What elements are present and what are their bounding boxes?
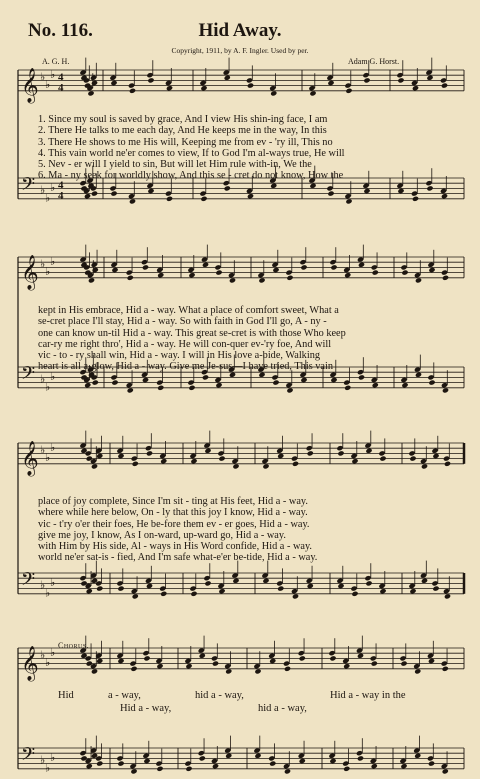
note-head <box>351 591 358 597</box>
flat-sign-icon: ♭ <box>40 648 46 662</box>
note-head <box>147 188 154 194</box>
chorus-lyric-lower: Hid a - way, <box>120 703 172 714</box>
flat-sign-icon: ♭ <box>50 645 56 659</box>
note-head <box>286 387 293 393</box>
lyricist-credit: A. G. H. <box>42 57 70 66</box>
note-head <box>428 658 435 664</box>
note-head <box>284 768 291 774</box>
note-head <box>400 661 407 667</box>
treble-clef-icon: 𝄞 <box>21 440 39 476</box>
note-head <box>300 264 307 270</box>
note-head <box>428 267 435 273</box>
lyric-line: vic - t'ry o'er their foes, He be-fore them ev - er goes, Hid a - way. <box>38 518 310 530</box>
note-head <box>190 458 197 464</box>
note-head <box>225 753 232 759</box>
note-head <box>88 277 95 283</box>
note-head <box>92 380 99 386</box>
note-head <box>345 198 352 204</box>
chorus-label: Chorus. <box>58 641 90 650</box>
note-head <box>441 83 448 89</box>
note-head <box>111 380 118 386</box>
note-head <box>343 766 350 772</box>
note-head <box>117 586 124 592</box>
note-head <box>357 653 364 659</box>
note-head <box>204 580 211 586</box>
note-head <box>292 593 299 599</box>
note-head <box>372 270 379 276</box>
bass-clef-icon: 𝄢 <box>21 174 36 200</box>
treble-clef-icon: 𝄞 <box>21 254 39 290</box>
note-head <box>127 275 134 281</box>
chorus-lyric-lower: hid a - way, <box>258 703 307 714</box>
note-head <box>117 453 124 459</box>
composer-credit: Adam G. Horst. <box>348 57 400 66</box>
note-head <box>414 753 421 759</box>
note-head <box>96 658 103 664</box>
flat-sign-icon: ♭ <box>40 70 46 84</box>
note-head <box>188 385 195 391</box>
note-head <box>432 453 439 459</box>
note-head <box>421 463 428 469</box>
note-head <box>91 80 98 86</box>
note-head <box>111 267 118 273</box>
note-head <box>269 761 276 767</box>
note-head <box>344 385 351 391</box>
note-head <box>224 75 231 81</box>
note-head <box>156 766 163 772</box>
note-head <box>157 272 164 278</box>
verse-lyrics-system-3 <box>38 496 468 564</box>
lyric-line: place of joy complete, Since I'm sit - ting at His feet, Hid a - way. <box>38 496 308 507</box>
note-head <box>143 758 150 764</box>
note-head <box>379 588 386 594</box>
note-head <box>277 586 284 592</box>
flat-sign-icon: ♭ <box>50 370 56 383</box>
note-head <box>127 387 134 393</box>
note-head <box>351 458 358 464</box>
note-head <box>96 761 103 767</box>
treble-clef-icon: 𝄞 <box>21 645 39 681</box>
note-head <box>401 270 408 276</box>
note-head <box>432 586 439 592</box>
note-head <box>330 377 337 383</box>
note-head <box>409 588 416 594</box>
hymn-title: Hid Away. <box>198 20 282 41</box>
note-head <box>343 663 350 669</box>
note-head <box>160 458 167 464</box>
note-head <box>329 655 336 661</box>
verse-lyrics-system-1 <box>38 114 468 182</box>
lyric-line: 4. This vain world ne'er comes to view, If to God I'm al-ways true, He will <box>38 147 345 159</box>
lyric-line: 5. Nev - er will I yield to sin, But will let Him rule with-in, We the <box>38 159 312 171</box>
note-head <box>272 267 279 273</box>
note-head <box>277 453 284 459</box>
flat-sign-icon: ♭ <box>50 254 56 268</box>
note-head <box>262 463 269 469</box>
note-head <box>426 75 433 81</box>
bass-clef-icon: 𝄢 <box>21 363 36 389</box>
note-head <box>156 663 163 669</box>
note-head <box>147 77 154 83</box>
note-head <box>224 185 231 191</box>
note-head <box>91 463 98 469</box>
note-head <box>96 586 103 592</box>
treble-clef-icon: 𝄞 <box>21 67 39 103</box>
note-head <box>400 763 407 769</box>
lyric-line: 2. There He talks to me each day, And He keeps me in the way, In this <box>38 125 327 137</box>
lyric-line: where while here below, On - ly that this joy I know, Hid a - way. <box>38 507 308 519</box>
note-head <box>270 90 277 96</box>
note-head <box>330 264 337 270</box>
note-head <box>309 90 316 96</box>
flat-sign-icon: ♭ <box>50 67 56 81</box>
note-head <box>414 668 421 674</box>
note-head <box>442 275 449 281</box>
flat-sign-icon: ♭ <box>45 78 51 92</box>
flat-sign-icon: ♭ <box>40 183 46 197</box>
flat-sign-icon: ♭ <box>40 578 46 592</box>
note-head <box>372 382 379 388</box>
note-head <box>247 193 254 199</box>
note-head <box>444 593 451 599</box>
lyric-line: world ne'er sat-is - fied, And I'm safe what-e'er be-tide, Hid a - way. <box>38 552 318 564</box>
note-head <box>299 655 306 661</box>
note-head <box>345 88 352 94</box>
note-head <box>444 461 451 467</box>
chorus-lyric: Hid a - way in the <box>330 690 406 701</box>
lyric-line: 1. Since my soul is saved by grace, And I view His shin-ing face, I am <box>38 114 328 125</box>
flat-sign-icon: ♭ <box>45 451 51 465</box>
lyric-line: se-cret place I'll stay, Hid a - way. So with faith in God I'll go, A - ny - <box>38 316 327 328</box>
note-head <box>225 668 232 674</box>
note-head <box>412 85 419 91</box>
note-head <box>91 191 98 197</box>
music-system-4 <box>0 630 480 779</box>
note-head <box>442 768 449 774</box>
copyright-notice: Copyright, 1911, by A. F. Ingler. Used by per. <box>171 46 309 55</box>
note-head <box>379 456 386 462</box>
note-head <box>415 277 422 283</box>
note-head <box>397 77 404 83</box>
note-head <box>307 450 314 456</box>
note-head <box>218 588 225 594</box>
note-head <box>232 463 239 469</box>
lyric-line: 6. Ma - ny seek for worldly show, And this se - cret do not know, How the <box>38 170 344 182</box>
note-head <box>358 374 365 380</box>
note-head <box>371 763 378 769</box>
lyric-line: kept in His embrace, Hid a - way. What a place of comfort sweet, What a <box>38 305 339 316</box>
note-head <box>142 377 149 383</box>
note-head <box>110 191 117 197</box>
note-head <box>143 655 150 661</box>
note-head <box>329 758 336 764</box>
bass-clef-icon: 𝄢 <box>21 569 36 595</box>
note-head <box>365 580 372 586</box>
flat-sign-icon: ♭ <box>50 181 56 194</box>
note-head <box>292 461 299 467</box>
lyric-line: vic - to - ry shall win, Hid a - way. I will in His love a-bide, Walking <box>38 350 320 362</box>
flat-sign-icon: ♭ <box>40 257 46 271</box>
note-head <box>327 80 334 86</box>
note-head <box>96 453 103 459</box>
lyric-line: 3. There He shows to me His will, Keeping me from ev - 'ry ill, This no <box>38 136 333 148</box>
note-head <box>299 758 306 764</box>
note-head <box>117 761 124 767</box>
flat-sign-icon: ♭ <box>50 576 56 589</box>
note-head <box>284 666 291 672</box>
chorus-lyric: hid a - way, <box>195 690 244 701</box>
note-head <box>247 83 254 89</box>
flat-sign-icon: ♭ <box>45 191 51 205</box>
note-head <box>337 583 344 589</box>
flat-sign-icon: ♭ <box>40 753 46 767</box>
note-head <box>160 591 167 597</box>
note-head <box>188 272 195 278</box>
note-head <box>92 267 99 273</box>
time-signature-icon: 4 <box>58 189 64 202</box>
note-head <box>270 183 277 189</box>
lyric-line: one can know un-til Hid a - way. This great se-cret is with those Who keep <box>38 327 346 339</box>
note-head <box>262 578 269 584</box>
note-head <box>344 272 351 278</box>
time-signature-icon: 4 <box>58 71 64 84</box>
note-head <box>129 88 136 94</box>
note-head <box>130 768 137 774</box>
note-head <box>258 277 265 283</box>
note-head <box>441 193 448 199</box>
note-head <box>129 198 136 204</box>
note-head <box>309 183 316 189</box>
note-head <box>371 661 378 667</box>
note-head <box>215 382 222 388</box>
note-head <box>146 583 153 589</box>
flat-sign-icon: ♭ <box>45 586 51 600</box>
lyric-line: with Him by His side, Al - ways in His Word confide, Hid a - way. <box>38 541 313 553</box>
note-head <box>272 380 279 386</box>
note-head <box>202 374 209 380</box>
note-head <box>365 448 372 454</box>
note-head <box>130 666 137 672</box>
note-head <box>232 578 239 584</box>
note-head <box>428 761 435 767</box>
chorus-lyric: Hid <box>58 690 74 701</box>
note-head <box>442 387 449 393</box>
note-head <box>86 588 93 594</box>
note-head <box>307 583 314 589</box>
chorus-lyric: a - way, <box>108 690 141 701</box>
note-head <box>132 593 139 599</box>
note-head <box>428 380 435 386</box>
note-head <box>254 668 261 674</box>
note-head <box>202 262 209 268</box>
flat-sign-icon: ♭ <box>40 372 46 386</box>
flat-sign-icon: ♭ <box>45 761 51 775</box>
note-head <box>204 448 211 454</box>
note-head <box>166 196 173 202</box>
note-head <box>157 385 164 391</box>
note-head <box>218 456 225 462</box>
note-head <box>91 668 98 674</box>
note-head <box>337 450 344 456</box>
note-head <box>84 382 91 388</box>
flat-sign-icon: ♭ <box>50 440 56 454</box>
note-head <box>84 193 91 199</box>
note-head <box>401 382 408 388</box>
note-head <box>286 275 293 281</box>
note-head <box>110 80 117 86</box>
note-head <box>199 755 206 761</box>
flat-sign-icon: ♭ <box>45 380 51 394</box>
flat-sign-icon: ♭ <box>40 443 46 457</box>
note-head <box>409 456 416 462</box>
note-head <box>327 191 334 197</box>
note-head <box>200 85 207 91</box>
note-head <box>146 450 153 456</box>
note-head <box>421 578 428 584</box>
note-head <box>300 377 307 383</box>
note-head <box>166 85 173 91</box>
lyric-line: car-ry me right thro', Hid a - way. He will con-quer ev-'ry foe, And will <box>38 338 332 350</box>
note-head <box>199 653 206 659</box>
note-head <box>269 658 276 664</box>
flat-sign-icon: ♭ <box>45 656 51 670</box>
note-head <box>397 188 404 194</box>
note-head <box>363 77 370 83</box>
note-head <box>442 666 449 672</box>
note-head <box>254 753 261 759</box>
note-head <box>190 591 197 597</box>
note-head <box>142 264 149 270</box>
note-head <box>117 658 124 664</box>
note-head <box>363 188 370 194</box>
note-head <box>412 196 419 202</box>
note-head <box>200 196 207 202</box>
note-head <box>426 185 433 191</box>
note-head <box>357 755 364 761</box>
bass-clef-icon: 𝄢 <box>21 744 36 770</box>
note-head <box>86 763 93 769</box>
verse-lyrics-system-2 <box>38 305 468 373</box>
flat-sign-icon: ♭ <box>50 751 56 764</box>
note-head <box>87 90 94 96</box>
note-head <box>185 663 192 669</box>
note-head <box>132 461 139 467</box>
note-head <box>185 766 192 772</box>
lyric-line: give me joy, I know, As I on-ward, up-ward go, Hid a - way. <box>38 529 286 541</box>
note-head <box>212 661 219 667</box>
time-signature-icon: 4 <box>58 179 64 192</box>
lyric-line: heart is all a-glow, Hid a - way. Give me Je-sus—I have tried, This vain <box>38 361 333 373</box>
time-signature-icon: 4 <box>58 81 64 94</box>
note-head <box>229 277 236 283</box>
note-head <box>358 262 365 268</box>
note-head <box>215 270 222 276</box>
note-head <box>212 763 219 769</box>
flat-sign-icon: ♭ <box>45 265 51 279</box>
hymn-number: No. 116. <box>28 20 93 41</box>
